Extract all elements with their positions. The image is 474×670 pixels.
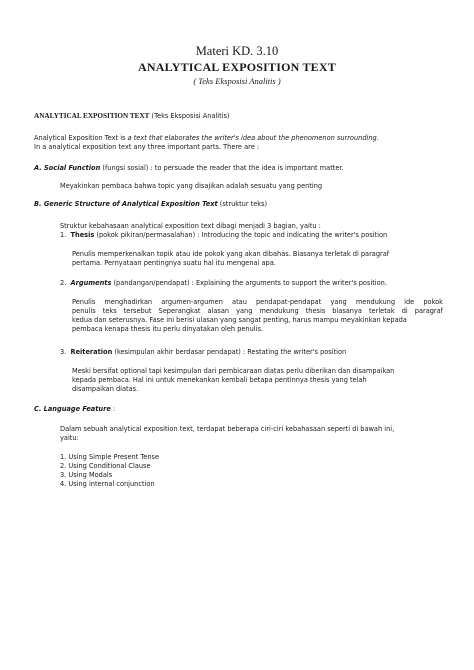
list-desc: (kesimpulan akhir berdasar pendapat) : Restating the writer's position [112,348,347,356]
list-number: 2. [60,279,67,287]
paragraph-line: pertama. Pernyataan pentingnya suatu hal itu mengenai apa. [72,259,276,267]
social-function-heading [34,164,344,173]
list-desc: (pandangan/pendapat) : Explaining the arguments to support the writer's position. [111,279,387,287]
page-subtitle: ( Teks Eksposisi Analitis ) [193,76,281,86]
language-feature-label: C. Language Feature [34,405,111,413]
list-item: 2. Using Conditional Clause [60,462,151,470]
paragraph-line: penulis teks tersebut Seperangkat alasan yang mendukung thesis biasanya terletak di paragraf [72,307,443,315]
language-feature-heading [34,405,115,414]
materi-label: Materi KD. 3.10 [195,44,279,58]
paragraph-line: kepada pembaca. Hal ini untuk menekankan kembali betapa pentinnya thesis yang telah [72,376,367,384]
intro-line-1 [34,134,379,143]
intro-line-2: In a analytical exposition text any three important parts. There are : [34,143,260,151]
generic-structure-label: B. Generic Structure of Analytical Exposition Text [34,200,218,208]
generic-structure-heading [34,200,267,209]
list-label: Arguments [70,279,112,287]
language-intro-line-1: Dalam sebuah analytical exposition text, terdapat beberapa ciri-ciri kebahasaan seperti di bawah ini, [60,425,395,433]
intro-text: Analytical Exposition Text is [34,134,128,142]
language-intro-line-2: yaitu: [60,434,79,442]
social-function-body: Meyakinkan pembaca bahwa topic yang disajikan adalah sesuatu yang penting [60,182,323,190]
list-label: Thesis [70,231,95,239]
section-heading [34,112,230,121]
paragraph-line: Penulis menghadirkan argumen-argumen atau pendapat-pendapat yang mendukung ide pokok [72,298,443,306]
section-heading-rest: (Teks Eksposisi Analitis) [149,112,230,120]
intro-period: . [376,134,379,142]
paragraph-line: disampaikan diatas. [72,385,139,393]
paragraph-line: pembaca kenapa thesis itu perlu dinyatakan oleh penulis. [72,325,263,333]
list-item: 3. Using Modals [60,471,113,479]
social-function-desc: (fungsi sosial) : to persuade the reader that the idea is important matter. [100,164,344,172]
section-heading-bold: ANALYTICAL EXPOSITION TEXT [34,112,150,120]
list-label: Reiteration [70,348,113,356]
list-item: 4. Using internal conjunction [60,480,155,488]
generic-structure-intro: Struktur kebahasaan analytical exposition text dibagi menjadi 3 bagian, yaitu : [60,222,321,230]
intro-definition: a text that elaborates the writer's idea about the phenomenon surrounding [127,134,377,142]
list-item: 1. Using Simple Present Tense [60,453,160,461]
page-title: ANALYTICAL EXPOSITION TEXT [138,60,336,74]
list-item-reiteration [60,348,346,357]
list-number: 1. [60,231,67,239]
list-item-thesis [60,231,387,240]
paragraph-line: Penulis memperkenalkan topik atau ide pokok yang akan dibahas. Biasanya terletak di paragraf [72,250,390,258]
social-function-label: A. Social Function [34,164,101,172]
list-item-arguments [60,279,387,288]
paragraph-line: Meski bersifat optional tapi kesimpulan dari pembicaraan diatas perlu diberikan dan disampaikan [72,367,395,375]
list-desc: (pokok pikiran/permasalahan) : Introducing the topic and indicating the writer's position [94,231,388,239]
list-number: 3. [60,348,67,356]
language-feature-colon: : [110,405,116,413]
generic-structure-desc: (struktur teks) [217,200,268,208]
paragraph-line: kedua dan seterusnya. Fase ini berisi ulasan yang sangat penting, harus mampu meyakinkan kepada [72,316,407,324]
